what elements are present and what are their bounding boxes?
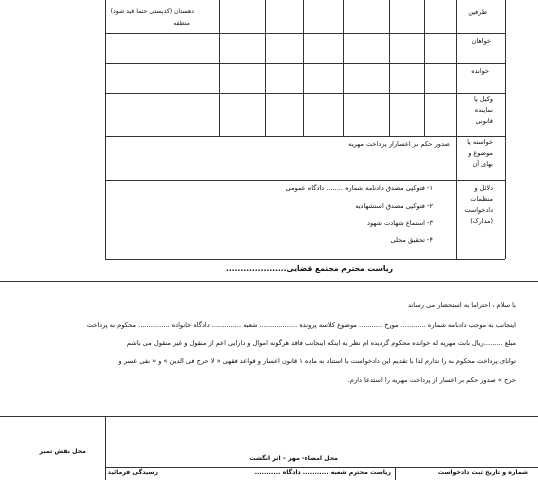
letter-line-2: مبلغ .........ریال بابت مهریه له خوانده محکوم گردیده ام نظر به اینکه اینجانب فاقد هرگونه اموال و دارایی اعم از منقول و غیر منقول می باشم	[126, 339, 516, 347]
postal-note: دهستان (کدپستی حتما قید شود)	[110, 8, 194, 15]
letter-line-3: توانای پرداخت محکوم به را ندارم لذا با تقدیم این دادخواست با استناد به ماده ۱ قانون اعسار و قواعد فقهی « لا حرج فی الدین » و « نفی عسر و	[118, 357, 516, 365]
label-lawyer-1: وکیل یا	[474, 95, 493, 103]
letter-salutation: با سلام ، احتراما به استحضار می رساند	[407, 301, 516, 309]
label-evidence-4: (مدارک)	[470, 217, 493, 225]
signature-place: محل امضاء- مهر – اثر انگشت	[249, 455, 338, 462]
evidence-item-2: ۲- فتوکپی مصدق استشهادیه	[355, 202, 433, 210]
review-note: رسیدگی فرمائید	[107, 469, 158, 476]
letter-line-1: اینجانب به موجب دادنامه شماره ............ مورخ ........... موضوع کلاسه پرونده .................. شعبه .............. دادگاه خانواده ............... محکوم به پرداخت	[86, 321, 516, 329]
label-claim-2: موضوع و	[468, 149, 493, 157]
label-parties: طرفین	[468, 8, 487, 16]
label-lawyer-3: قانونی	[475, 117, 493, 125]
label-lawyer-2: نماینده	[474, 106, 493, 114]
letter-line-4: حرج » صدور حکم بر اعسار از پرداخت مهریه را استدعا دارم.	[347, 376, 516, 384]
registration-label: شماره و تاریخ ثبت دادخواست	[437, 469, 528, 476]
letter-heading: ریاست محترم مجتمع قضایی.....................	[225, 264, 393, 273]
label-evidence-3: دادخواست	[464, 206, 493, 214]
label-evidence-2: منظمات	[470, 195, 493, 203]
evidence-item-1: ۱- فتوکپی مصدق دادنامه شماره ........ دادگاه عمومی	[285, 184, 433, 192]
label-defendant: خوانده	[471, 67, 489, 75]
branch-head: ریاست محترم شعبه ........... دادگاه ...........	[254, 469, 391, 476]
region-note: منطقه	[173, 20, 190, 27]
label-claim-3: بهای آن	[472, 160, 493, 168]
label-claim-1: خواسته یا	[467, 138, 493, 146]
evidence-item-3: ۳- استماع شهادت شهود	[367, 219, 433, 227]
stamp-place: محل نقش تمبر	[39, 448, 86, 455]
label-evidence-1: دلائل و	[474, 184, 493, 192]
evidence-item-4: ۴- تحقیق محلی	[390, 236, 433, 244]
label-plaintiff: خواهان	[471, 37, 491, 45]
claim-text: صدور حکم بر اعسارار پرداخت مهریه	[348, 140, 450, 148]
